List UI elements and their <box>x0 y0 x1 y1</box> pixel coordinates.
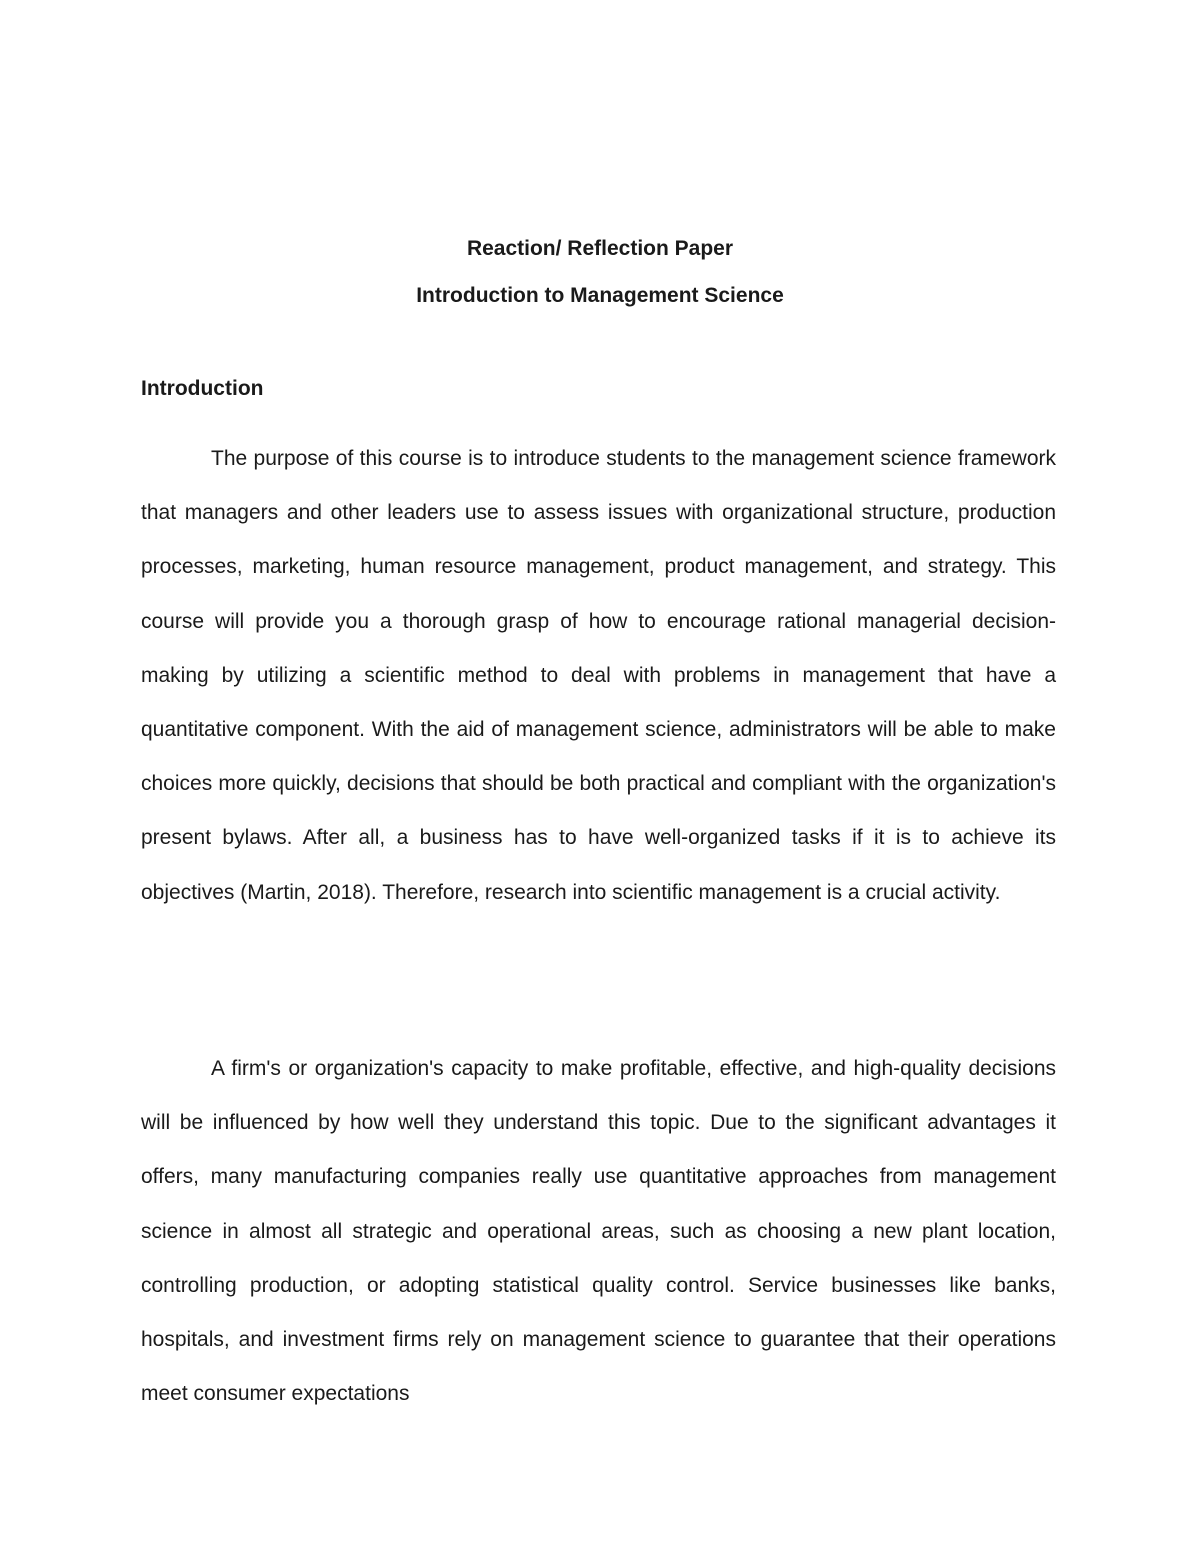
body-paragraph: The purpose of this course is to introduce students to the management science framework that managers and other leaders use to assess issues with organizational structure, production processes, marketing, human resource management, product management, and strategy. This course will provide you a thorough grasp of how to encourage rational managerial decision-making by utilizing a scientific method to deal with problems in management that have a quantitative component. With the aid of management science, administrators will be able to make choices more quickly, decisions that should be both practical and compliant with the organization's present bylaws. After all, a business has to have well-organized tasks if it is to achieve its objectives (Martin, 2018). Therefore, research into scientific management is a crucial activity. <box>141 447 1056 904</box>
body-paragraph: A firm's or organization's capacity to make profitable, effective, and high-quality decisions will be influenced by how well they understand this topic. Due to the significant advantages it offers, many manufacturing companies really use quantitative approaches from management science in almost all strategic and operational areas, such as choosing a new plant location, controlling production, or adopting statistical quality control. Service businesses like banks, hospitals, and investment firms rely on management science to guarantee that their operations meet consumer expectations <box>141 1057 1056 1406</box>
section-heading-introduction: Introduction <box>141 377 264 400</box>
document-subtitle: Introduction to Management Science <box>416 284 784 307</box>
document-title: Reaction/ Reflection Paper <box>466 237 734 260</box>
